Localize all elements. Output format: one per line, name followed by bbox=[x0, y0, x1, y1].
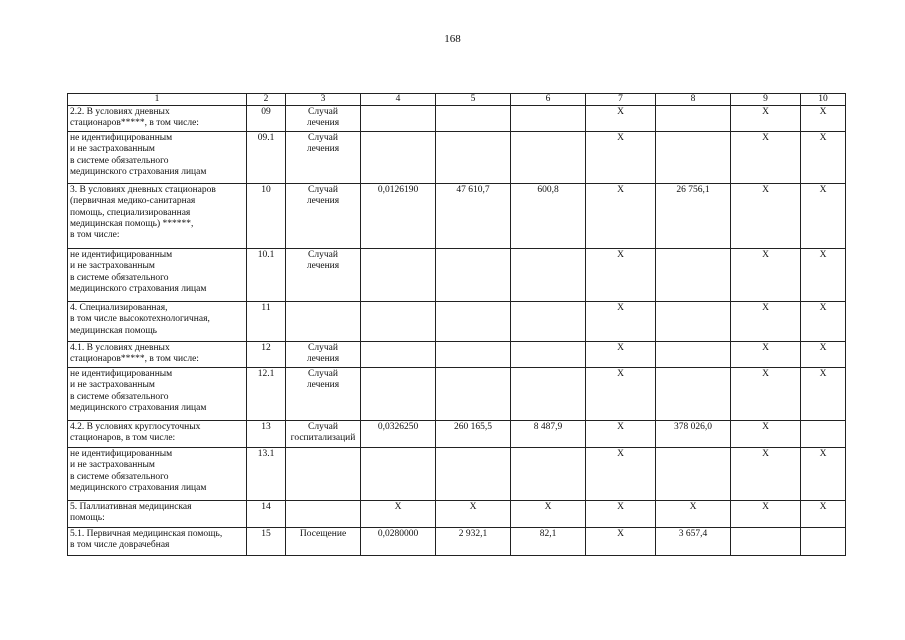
data-table bbox=[67, 93, 846, 556]
row-code: 13 bbox=[247, 421, 286, 448]
row-code: 15 bbox=[247, 528, 286, 556]
table-cell: Х bbox=[731, 184, 801, 249]
table-cell: Х bbox=[731, 132, 801, 184]
table-cell bbox=[511, 249, 586, 302]
table-cell: 2 932,1 bbox=[436, 528, 511, 556]
table-row bbox=[68, 249, 846, 302]
table-cell bbox=[361, 249, 436, 302]
column-header: 9 bbox=[731, 94, 801, 106]
table-row bbox=[68, 342, 846, 368]
table-cell bbox=[361, 368, 436, 421]
table-cell: Х bbox=[801, 249, 846, 302]
table-cell bbox=[361, 132, 436, 184]
row-description: 4. Специализированная, в том числе высокотехнологичная, медицинская помощь bbox=[68, 302, 247, 342]
row-description: 4.2. В условиях круглосуточных стационаров, в том числе: bbox=[68, 421, 247, 448]
table-cell: Х bbox=[586, 184, 656, 249]
table-cell bbox=[436, 448, 511, 501]
row-description: не идентифицированным и не застрахованным в системе обязательного медицинского страхования лицам bbox=[68, 249, 247, 302]
table-cell: Х bbox=[731, 448, 801, 501]
table-cell bbox=[656, 249, 731, 302]
table-cell bbox=[731, 528, 801, 556]
table-cell: Х bbox=[586, 501, 656, 528]
row-code: 11 bbox=[247, 302, 286, 342]
unit-cell bbox=[286, 302, 361, 342]
table-cell: Х bbox=[586, 421, 656, 448]
row-description: не идентифицированным и не застрахованным в системе обязательного медицинского страхования лицам bbox=[68, 132, 247, 184]
row-code: 12 bbox=[247, 342, 286, 368]
table-cell bbox=[511, 132, 586, 184]
table-cell bbox=[436, 132, 511, 184]
unit-cell bbox=[286, 448, 361, 501]
table-cell: Х bbox=[801, 302, 846, 342]
column-header: 4 bbox=[361, 94, 436, 106]
table-cell: 260 165,5 bbox=[436, 421, 511, 448]
unit-cell: Случай лечения bbox=[286, 342, 361, 368]
table-cell: Х bbox=[656, 501, 731, 528]
table-cell bbox=[436, 106, 511, 132]
row-description: 4.1. В условиях дневных стационаров*****, в том числе: bbox=[68, 342, 247, 368]
table-row bbox=[68, 184, 846, 249]
table-cell bbox=[656, 342, 731, 368]
table-cell: Х bbox=[801, 342, 846, 368]
table-cell bbox=[361, 302, 436, 342]
unit-cell: Случай лечения bbox=[286, 368, 361, 421]
table-cell bbox=[801, 421, 846, 448]
unit-cell: Случай лечения bbox=[286, 184, 361, 249]
row-description: 3. В условиях дневных стационаров (первичная медико-санитарная помощь, специализированная медицинская помощь) ******, в том числе: bbox=[68, 184, 247, 249]
table-row bbox=[68, 302, 846, 342]
row-code: 09.1 bbox=[247, 132, 286, 184]
table-cell: Х bbox=[801, 368, 846, 421]
row-code: 13.1 bbox=[247, 448, 286, 501]
table-cell bbox=[511, 448, 586, 501]
table-cell: Х bbox=[586, 448, 656, 501]
table-cell: Х bbox=[801, 184, 846, 249]
table-row bbox=[68, 501, 846, 528]
table-cell: 0,0326250 bbox=[361, 421, 436, 448]
unit-cell: Случай госпитализаций bbox=[286, 421, 361, 448]
page-number: 168 bbox=[444, 33, 461, 45]
table-row bbox=[68, 132, 846, 184]
unit-cell: Посещение bbox=[286, 528, 361, 556]
unit-cell: Случай лечения bbox=[286, 106, 361, 132]
table-cell: 378 026,0 bbox=[656, 421, 731, 448]
table-cell bbox=[511, 302, 586, 342]
table-cell bbox=[656, 448, 731, 501]
table-row bbox=[68, 106, 846, 132]
table-cell: 0,0280000 bbox=[361, 528, 436, 556]
table-cell: Х bbox=[586, 342, 656, 368]
table-cell: Х bbox=[511, 501, 586, 528]
table-cell bbox=[656, 132, 731, 184]
table-cell bbox=[656, 368, 731, 421]
table-cell: 26 756,1 bbox=[656, 184, 731, 249]
table-row bbox=[68, 368, 846, 421]
column-header: 10 bbox=[801, 94, 846, 106]
table-cell: 82,1 bbox=[511, 528, 586, 556]
unit-cell: Случай лечения bbox=[286, 132, 361, 184]
row-code: 12.1 bbox=[247, 368, 286, 421]
table-cell bbox=[801, 528, 846, 556]
row-code: 14 bbox=[247, 501, 286, 528]
table-cell bbox=[656, 106, 731, 132]
table-cell: 600,8 bbox=[511, 184, 586, 249]
table-cell: Х bbox=[586, 528, 656, 556]
table-cell: Х bbox=[586, 106, 656, 132]
table-cell: 0,0126190 bbox=[361, 184, 436, 249]
table-cell: Х bbox=[586, 249, 656, 302]
row-description: 2.2. В условиях дневных стационаров*****, в том числе: bbox=[68, 106, 247, 132]
table-cell: Х bbox=[731, 302, 801, 342]
table-cell: Х bbox=[586, 368, 656, 421]
unit-cell: Случай лечения bbox=[286, 249, 361, 302]
table-row bbox=[68, 528, 846, 556]
table-cell bbox=[511, 106, 586, 132]
table-cell: Х bbox=[731, 421, 801, 448]
table-cell bbox=[361, 106, 436, 132]
table-cell: Х bbox=[731, 106, 801, 132]
table-cell bbox=[511, 368, 586, 421]
column-header: 5 bbox=[436, 94, 511, 106]
table-cell: Х bbox=[586, 302, 656, 342]
table-cell: Х bbox=[731, 342, 801, 368]
table-row bbox=[68, 448, 846, 501]
table-cell: 8 487,9 bbox=[511, 421, 586, 448]
table-row bbox=[68, 421, 846, 448]
column-header: 1 bbox=[68, 94, 247, 106]
row-description: 5.1. Первичная медицинская помощь, в том числе доврачебная bbox=[68, 528, 247, 556]
row-description: не идентифицированным и не застрахованным в системе обязательного медицинского страхования лицам bbox=[68, 368, 247, 421]
row-code: 09 bbox=[247, 106, 286, 132]
row-description: 5. Паллиативная медицинская помощь: bbox=[68, 501, 247, 528]
table-cell: Х bbox=[801, 501, 846, 528]
table-cell bbox=[361, 342, 436, 368]
table-cell: 3 657,4 bbox=[656, 528, 731, 556]
column-header: 8 bbox=[656, 94, 731, 106]
table-cell: Х bbox=[731, 249, 801, 302]
table-cell bbox=[361, 448, 436, 501]
row-description: не идентифицированным и не застрахованным в системе обязательного медицинского страхования лицам bbox=[68, 448, 247, 501]
table-cell: Х bbox=[731, 501, 801, 528]
table-cell: Х bbox=[361, 501, 436, 528]
table-cell bbox=[436, 368, 511, 421]
table-cell: 47 610,7 bbox=[436, 184, 511, 249]
table-cell bbox=[656, 302, 731, 342]
row-code: 10.1 bbox=[247, 249, 286, 302]
column-header: 2 bbox=[247, 94, 286, 106]
table-cell: Х bbox=[731, 368, 801, 421]
table-cell bbox=[511, 342, 586, 368]
table-cell: Х bbox=[801, 106, 846, 132]
table-cell: Х bbox=[801, 448, 846, 501]
table-cell bbox=[436, 249, 511, 302]
unit-cell bbox=[286, 501, 361, 528]
table-cell bbox=[436, 302, 511, 342]
column-header: 6 bbox=[511, 94, 586, 106]
table-cell: Х bbox=[436, 501, 511, 528]
table-cell: Х bbox=[586, 132, 656, 184]
table-cell: Х bbox=[801, 132, 846, 184]
column-header: 3 bbox=[286, 94, 361, 106]
row-code: 10 bbox=[247, 184, 286, 249]
column-header: 7 bbox=[586, 94, 656, 106]
header-row bbox=[68, 94, 846, 106]
table-cell bbox=[436, 342, 511, 368]
